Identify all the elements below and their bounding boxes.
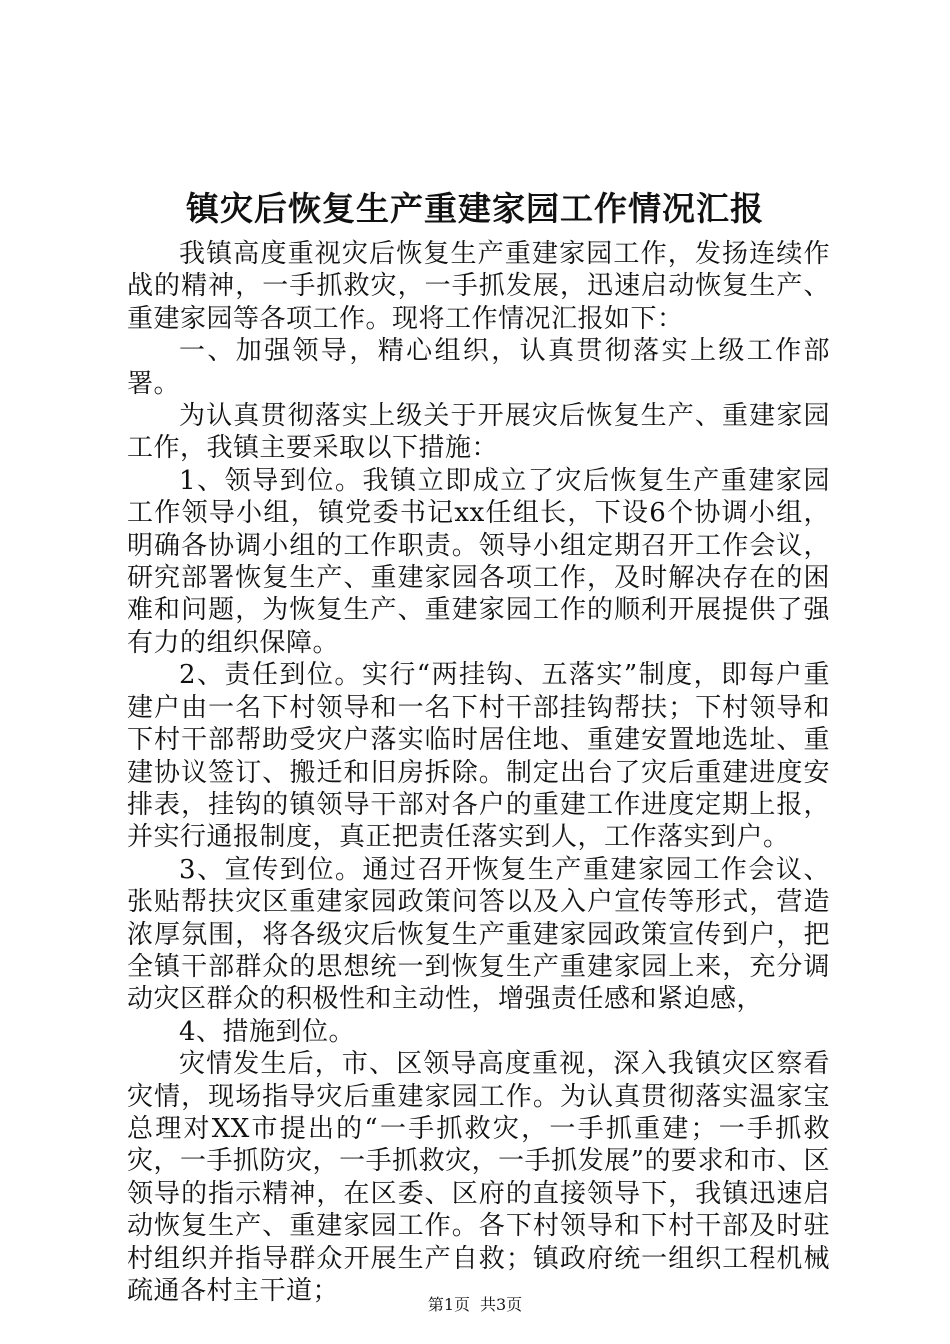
paragraph-item-1: 1、领导到位。我镇立即成立了灾后恢复生产重建家园工作领导小组，镇党委书记xx任组长，下设6个协调小组，明确各协调小组的工作职责。领导小组定期召开工作会议，研究部署恢复生产、重建家园各项工作，及时解决存在的困难和问题，为恢复生产、重建家园工作的顺利开展提供了强有力的组织保障。 — [127, 465, 830, 658]
document-title: 镇灾后恢复生产重建家园工作情况汇报 — [186, 189, 764, 228]
paragraph-item-2: 2、责任到位。实行“两挂钩、五落实”制度，即每户重建户由一名下村领导和一名下村干部挂钩帮扶；下村领导和下村干部帮助受灾户落实临时居住地、重建安置地选址、重建协议签订、搬迁和旧房拆除。制定出台了灾后重建进度安排表，挂钩的镇领导干部对各户的重建工作进度定期上报，并实行通报制度，真正把责任落实到人，工作落实到户。 — [127, 660, 830, 853]
page-total: 共3页 — [480, 1295, 523, 1314]
page-number: 第1页 — [427, 1295, 470, 1314]
paragraph-measures-intro: 为认真贯彻落实上级关于开展灾后恢复生产、重建家园工作，我镇主要采取以下措施： — [127, 401, 830, 464]
paragraph-intro: 我镇高度重视灾后恢复生产重建家园工作，发扬连续作战的精神，一手抓救灾，一手抓发展，迅速启动恢复生产、重建家园等各项工作。现将工作情况汇报如下： — [127, 239, 830, 334]
page-footer — [0, 1294, 950, 1316]
paragraph-disaster-response: 灾情发生后，市、区领导高度重视，深入我镇灾区察看灾情，现场指导灾后重建家园工作。为认真贯彻落实温家宝总理对XX市提出的“一手抓救灾，一手抓重建；一手抓救灾，一手抓防灾，一手抓救灾，一手抓发展”的要求和市、区领导的指示精神，在区委、区府的直接领导下，我镇迅速启动恢复生产、重建家园工作。各下村领导和下村干部及时驻村组织并指导群众开展生产自救；镇政府统一组织工程机械疏通各村主干道； — [127, 1049, 830, 1306]
document-body — [127, 238, 830, 1307]
paragraph-section-heading: 一、加强领导，精心组织，认真贯彻落实上级工作部署。 — [127, 336, 830, 399]
paragraph-item-4: 4、措施到位。 — [179, 1016, 356, 1047]
paragraph-item-3: 3、宣传到位。通过召开恢复生产重建家园工作会议、张贴帮扶灾区重建家园政策问答以及入户宣传等形式，营造浓厚氛围，将各级灾后恢复生产重建家园政策宣传到户，把全镇干部群众的思想统一到恢复生产重建家园上来，充分调动灾区群众的积极性和主动性，增强责任感和紧迫感， — [127, 854, 830, 1015]
